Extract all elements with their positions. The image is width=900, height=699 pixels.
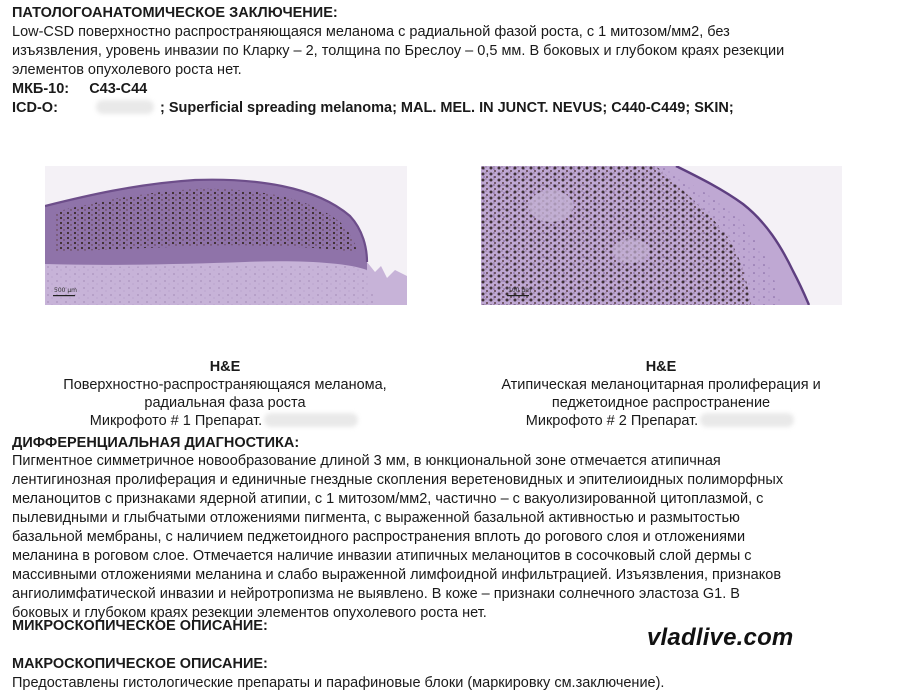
mkb-value: C43-C44 <box>89 81 148 97</box>
mkb-label: МКБ-10: <box>12 81 70 97</box>
differential-heading: ДИФФЕРЕНЦИАЛЬНАЯ ДИАГНОСТИКА: <box>12 435 300 451</box>
mkb-row <box>12 80 147 98</box>
scale-label-2: 100 µm <box>508 287 532 294</box>
macroscopic-heading: МАКРОСКОПИЧЕСКОЕ ОПИСАНИЕ: <box>12 656 268 672</box>
differential-line-7: массивными отложениями меланина и слабо выраженной лимфоидной инфильтрацией. Изъязвления, признаков <box>12 567 782 583</box>
conclusion-line-2: изъязвления, уровень инвазии по Кларку – 2, толщина по Бреслоу – 0,5 мм. В боковых и глубоком краях резекции <box>12 43 785 59</box>
caption-1-line-3-row <box>20 412 430 430</box>
redacted-code <box>96 100 154 114</box>
macroscopic-text: Предоставлены гистологические препараты и парафиновые блоки (маркировку см.заключение). <box>12 675 665 691</box>
conclusion-heading: ПАТОЛОГОАНАТОМИЧЕСКОЕ ЗАКЛЮЧЕНИЕ: <box>12 5 338 21</box>
stain-label-1: H&E <box>209 359 241 375</box>
differential-line-1: Пигментное симметричное новообразование длиной 3 мм, в юнкциональной зоне отмечается атипичная <box>12 453 721 469</box>
caption-1-line-2: радиальная фаза роста <box>144 395 306 411</box>
micrograph-2 <box>481 166 842 305</box>
differential-line-9: боковых и глубоком краях резекции элементов опухолевого роста нет. <box>12 605 487 621</box>
differential-line-6: меланина в роговом слое. Отмечается наличие инвазии атипичных меланоцитов в сосочковый слой дермы с <box>12 548 752 564</box>
micrograph-2-image <box>481 166 842 305</box>
figure-caption-1 <box>20 358 430 430</box>
figure-caption-2 <box>456 358 866 430</box>
icdo-value: ; Superficial spreading melanoma; MAL. MEL. IN JUNCT. NEVUS; C440-C449; SKIN; <box>160 100 734 116</box>
differential-line-5: базальной мембраны, с наличием педжетоидного распространения вплоть до рогового слоя и отложениями <box>12 529 746 545</box>
watermark-text: vladlive.com <box>647 624 794 651</box>
redacted-specimen-1 <box>264 413 358 427</box>
caption-2-line-3: Микрофото # 2 Препарат. <box>525 413 699 429</box>
differential-line-8: ангиолимфатической инвазии и нейротропизма не выявлено. В коже – признаки солнечного эластоза G1. В <box>12 586 740 602</box>
redacted-specimen-2 <box>700 413 794 427</box>
conclusion-line-1: Low-CSD поверхностно распространяющаяся меланома с радиальной фазой роста, с 1 митозом/мм2, без <box>12 24 730 40</box>
caption-2-line-2: педжетоидное распространение <box>551 395 771 411</box>
caption-2-line-3-row <box>456 412 866 430</box>
differential-line-4: пылевидными и глыбчатыми отложениями пигмента, с выраженной базальной активностью и размытостью <box>12 510 740 526</box>
stain-label-2: H&E <box>645 359 677 375</box>
caption-2-line-1: Атипическая меланоцитарная пролиферация и <box>501 377 821 393</box>
scale-label-1: 500 µm <box>54 287 78 294</box>
caption-1-line-3: Микрофото # 1 Препарат. <box>89 413 263 429</box>
differential-line-2: лентигинозная пролиферация и единичные гнездные скопления веретеновидных и эпителиоидных полиморфных <box>12 472 784 488</box>
conclusion-line-3: элементов опухолевого роста нет. <box>12 62 242 78</box>
microscopic-heading: МИКРОСКОПИЧЕСКОЕ ОПИСАНИЕ: <box>12 618 268 634</box>
differential-line-3: меланоцитов с признаками ядерной атипии, с 1 митозом/мм2, частично – с вакуолизированной цитоплазмой, с <box>12 491 764 507</box>
icdo-row <box>12 99 734 117</box>
micrograph-1 <box>45 166 407 305</box>
micrograph-1-image <box>45 166 407 305</box>
icdo-label: ICD-O: <box>12 100 58 116</box>
caption-1-line-1: Поверхностно-распространяющаяся меланома, <box>63 377 387 393</box>
